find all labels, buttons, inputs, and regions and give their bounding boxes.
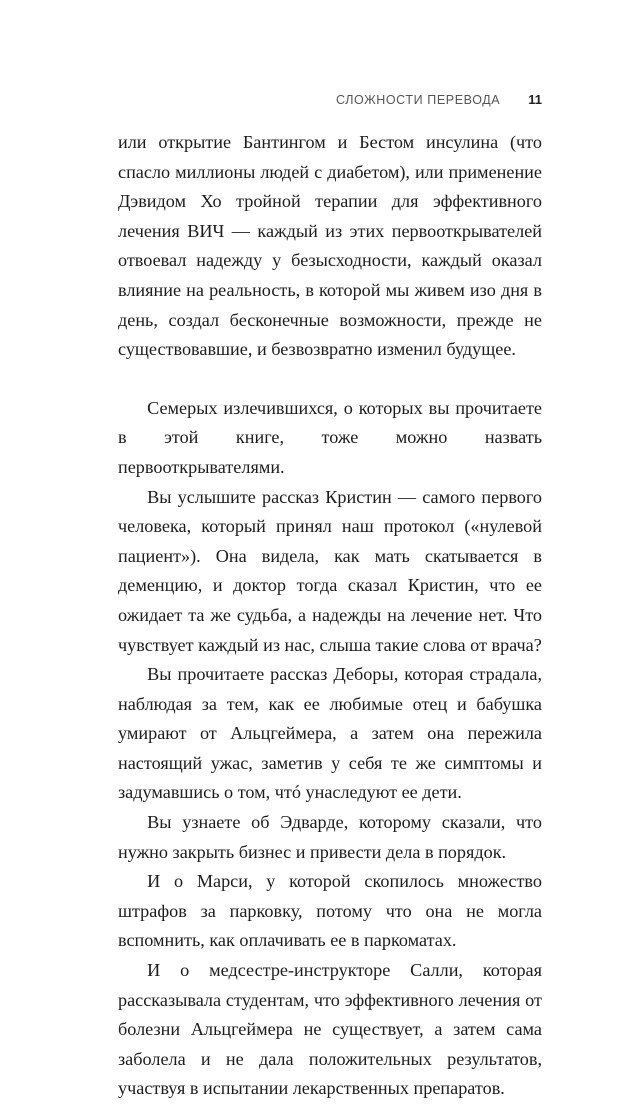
running-head-title: СЛОЖНОСТИ ПЕРЕВОДА <box>336 93 501 107</box>
paragraph-continuation: или открытие Бантингом и Бестом инсулина (что спасло миллионы людей с диабетом), или применение Дэвидом Хо тройной терапии для эффективного лечения ВИЧ — каждый из этих первооткрывателей отвоевал надежду у безысходности, каждый оказал влияние на реальность, в которой мы живем изо дня в день, создал бесконечные возможности, прежде не существовавшие, и безвозвратно изменил будущее. <box>118 132 542 360</box>
page-number: 11 <box>528 92 542 107</box>
running-header <box>110 92 542 107</box>
paragraph-kristin: Вы услышите рассказ Кристин — самого первого человека, который принял наш протокол («нулевой пациент»). Она видела, как мать скатывается в деменцию, и доктор тогда сказал Кристин, что ее ожидает та же судьба, а надежды на лечение нет. Что чувствует каждый из нас, слыша такие слова от врача? <box>118 486 542 655</box>
paragraph-edward: Вы узнаете об Эдварде, которому сказали, что нужно закрыть бизнес и привести дела в порядок. <box>118 812 542 862</box>
paragraph-sally: И о медсестре-инструкторе Салли, которая рассказывала студентам, что эффективного лечения от болезни Альцгеймера не существует, а затем сама заболела и не дала положительных результатов, участвуя в испытании лекарственных препаратов. <box>118 960 542 1099</box>
paragraph-deborah: Вы прочитаете рассказ Деборы, которая страдала, наблюдая за тем, как ее любимые отец и бабушка умирают от Альцгеймера, а затем она пережила настоящий ужас, заметив у себя те же симптомы и задумавшись о том, чтó унаследуют ее дети. <box>118 664 542 803</box>
page-body-text <box>118 128 542 1104</box>
paragraph-marcy: И о Марси, у которой скопилось множество штрафов за парковку, потому что она не могла вспомнить, как оплачивать ее в паркоматах. <box>118 871 542 951</box>
paragraph-survivors-intro: Семерых излечившихся, о которых вы прочитаете в этой книге, тоже можно назвать первооткрывателями. <box>118 397 542 477</box>
